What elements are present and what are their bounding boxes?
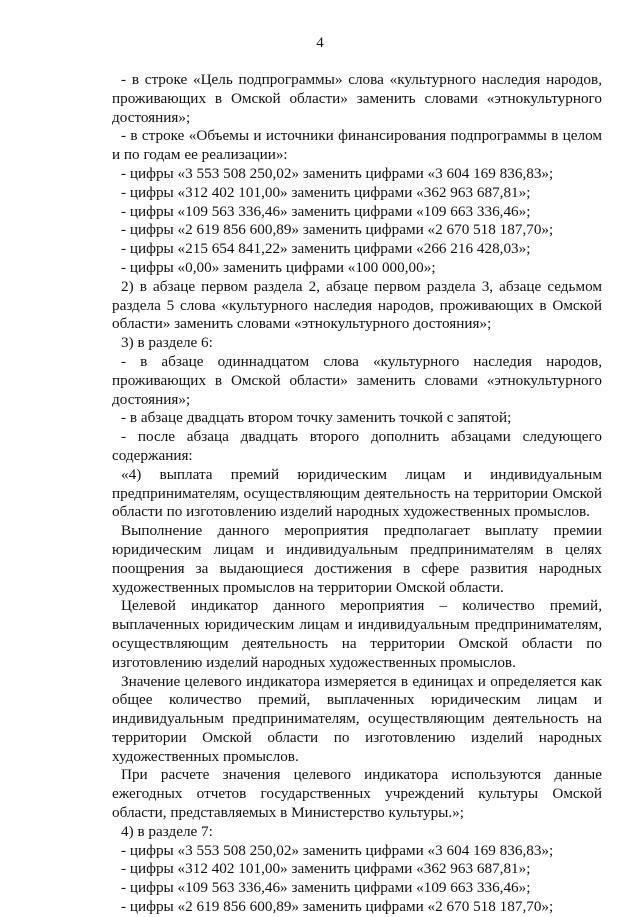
paragraph: 2) в абзаце первом раздела 2, абзаце первом раздела 3, абзаце седьмом раздела 5 слова «культурного наследия народов, проживающих в Омской области» заменить словами «этнокультурного достояния»; [112, 277, 602, 333]
paragraph: 3) в разделе 6: [121, 334, 213, 352]
paragraph: - цифры «215 654 841,22» заменить цифрами «266 216 428,03»; [121, 240, 531, 258]
paragraph: - цифры «109 563 336,46» заменить цифрами «109 663 336,46»; [121, 879, 531, 897]
paragraph: При расчете значения целевого индикатора используются данные ежегодных отчетов государственных учреждений культуры Омской области, представляемых в Министерство культуры.»; [112, 766, 602, 822]
paragraph: - в абзаце двадцать втором точку заменить точкой с запятой; [121, 409, 512, 427]
paragraph: - в строке «Объемы и источники финансирования подпрограммы в целом и по годам ее реализации»: [112, 127, 602, 164]
paragraph: - в строке «Цель подпрограммы» слова «культурного наследия народов, проживающих в Омской области» заменить словами «этнокультурного достояния»; [112, 71, 602, 126]
paragraph: - цифры «0,00» заменить цифрами «100 000,00»; [121, 258, 436, 276]
paragraph: - цифры «3 553 508 250,02» заменить цифрами «3 604 169 836,83»; [121, 841, 554, 859]
paragraph: - цифры «109 563 336,46» заменить цифрами «109 663 336,46»; [121, 202, 531, 220]
paragraph: - цифры «2 619 856 600,89» заменить цифрами «2 670 518 187,70»; [121, 221, 554, 239]
paragraph: «4) выплата премий юридическим лицам и индивидуальным предпринимателям, осуществляющим деятельность на территории Омской области по изготовлению изделий народных художественных промыслов. [112, 465, 602, 521]
paragraph: - в абзаце одиннадцатом слова «культурного наследия народов, проживающих в Омской области» заменить словами «этнокультурного достояния»; [112, 352, 602, 408]
paragraph: - цифры «312 402 101,00» заменить цифрами «362 963 687,81»; [121, 183, 531, 201]
paragraph: - после абзаца двадцать второго дополнить абзацами следующего содержания: [112, 428, 602, 464]
paragraph: Выполнение данного мероприятия предполагает выплату премии юридическим лицам и индивидуальным предпринимателям в целях поощрения за выдающиеся достижения в сфере развития народных художественных промыслов на территории Омской области. [112, 522, 602, 596]
paragraph: Целевой индикатор данного мероприятия – количество премий, выплаченных юридическим лицам и индивидуальным предпринимателям, осуществляющим деятельность на территории Омской области по изготовлению изделий народных художественных промыслов. [112, 597, 602, 671]
paragraph: - цифры «2 619 856 600,89» заменить цифрами «2 670 518 187,70»; [121, 898, 554, 916]
document-body [112, 71, 602, 917]
paragraph: Значение целевого индикатора измеряется в единицах и определяется как общее количество премий, выплаченных юридическим лицам и индивидуальным предпринимателям, осуществляющим деятельность на территории Омской области по изготовлению изделий народных художественных промыслов. [112, 672, 602, 765]
page-number: 4 [316, 35, 324, 51]
paragraph: - цифры «3 553 508 250,02» заменить цифрами «3 604 169 836,83»; [121, 164, 554, 182]
paragraph: 4) в разделе 7: [121, 822, 213, 840]
paragraph: - цифры «312 402 101,00» заменить цифрами «362 963 687,81»; [121, 860, 531, 878]
